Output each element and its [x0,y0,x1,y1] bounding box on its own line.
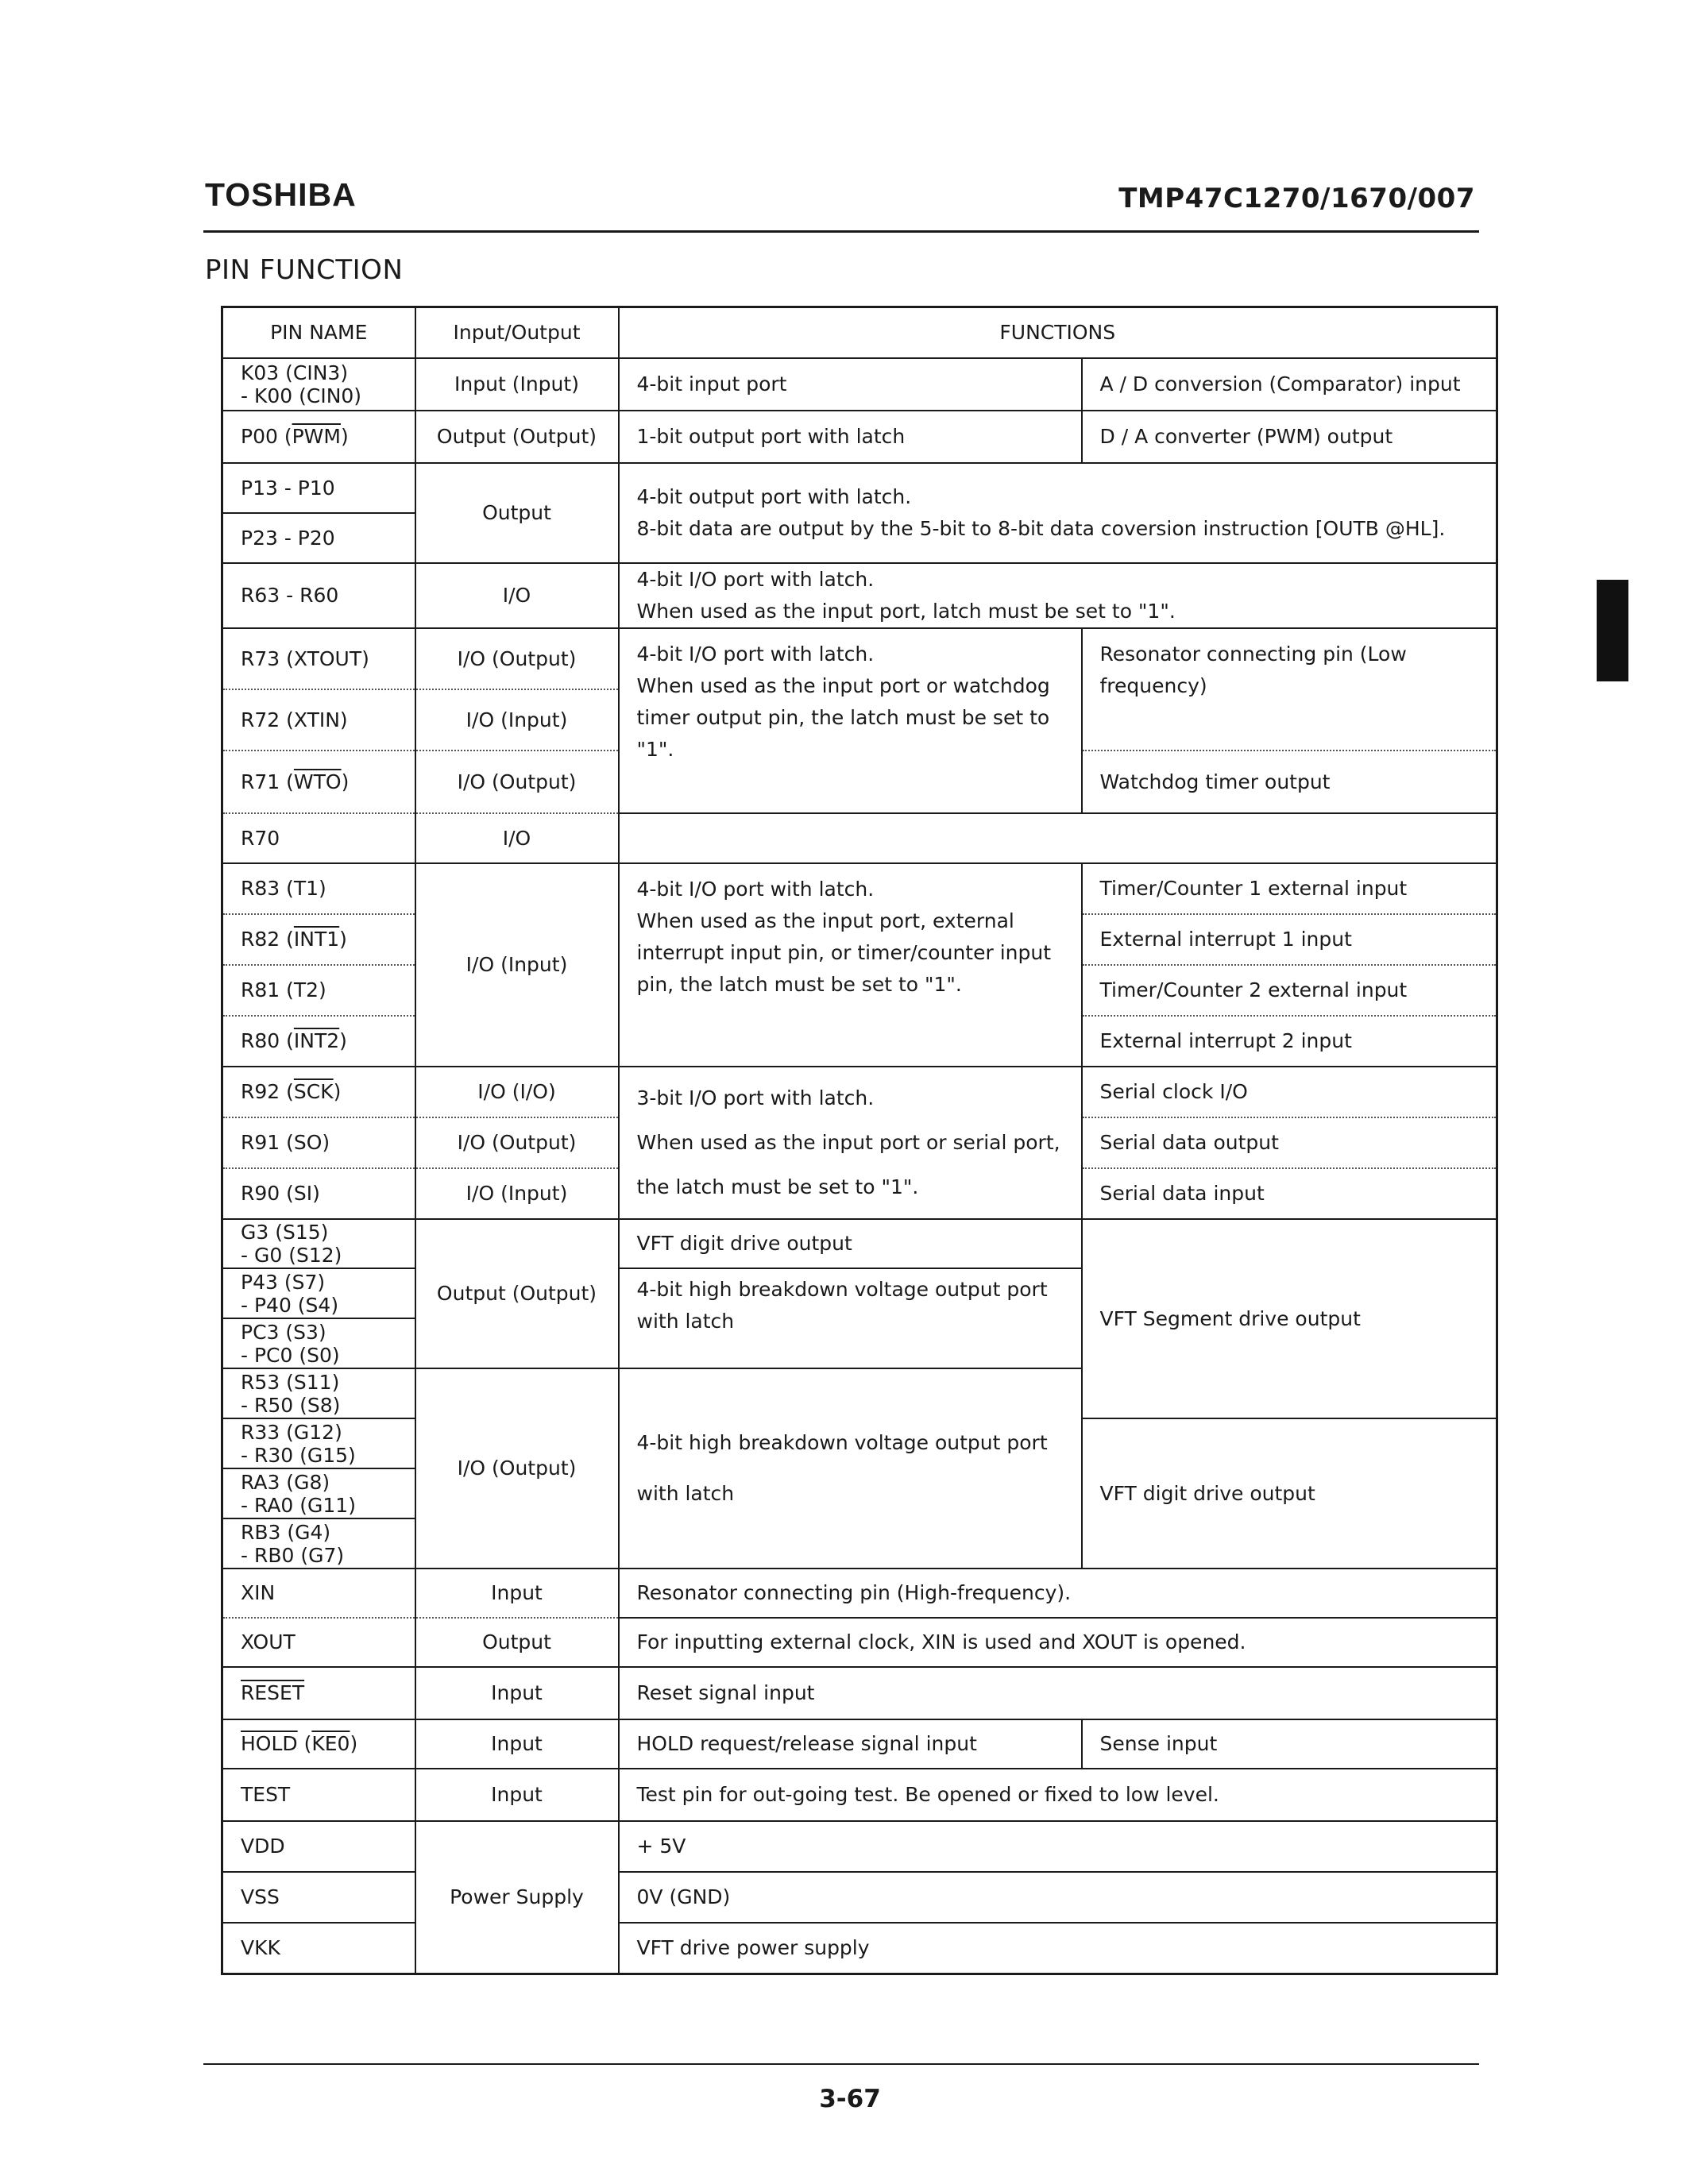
pin-name-rb: RB3 (G4) - RB0 (G7) [222,1518,415,1569]
section-tab-marker [1597,580,1628,681]
table-row [222,411,1497,463]
io-xout: Output [415,1618,619,1667]
pin-name-hold: HOLD (KE0) [222,1719,415,1769]
pin-name-pc: PC3 (S3) - PC0 (S0) [222,1318,415,1368]
table-row [222,1219,1497,1268]
function-r9: 3-bit I/O port with latch. When used as the input port or serial port, the latch must be set to "1". [619,1067,1082,1219]
pin-name-r70: R70 [222,813,415,863]
io-xin: Input [415,1569,619,1618]
function-vkk: VFT drive power supply [619,1923,1497,1974]
table-row [222,863,1497,914]
pin-name-xin: XIN [222,1569,415,1618]
table-header-row [222,307,1497,359]
pin-name-test: TEST [222,1769,415,1821]
pin-name-r71: R71 $(\overline{WTO})$ [222,751,415,813]
pin-name-vss: VSS [222,1872,415,1923]
io-r8: I/O (Input) [415,863,619,1067]
function-r8: 4-bit I/O port with latch. When used as the input port, external interrupt input pin, or timer/counter input pin, the latch must be set to "1". [619,863,1082,1067]
pin-name-r6: R63 - R60 [222,563,415,628]
function-r6: 4-bit I/O port with latch. When used as the input port, latch must be set to "1". [619,563,1497,628]
pin-name-p00: P00 $(\overline{PWM})$ [222,411,415,463]
function-vdd: + 5V [619,1821,1497,1872]
function-k: 4-bit input port [619,358,1082,411]
function-xout: For inputting external clock, XIN is used and XOUT is opened. [619,1618,1497,1667]
pin-name-r81: R81 (T2) [222,965,415,1016]
brand-logo: TOSHIBA [205,176,357,213]
header-divider [203,230,1479,233]
table-row [222,813,1497,863]
pin-name-p1: P13 - P10 [222,463,415,513]
pin-name-p2: P23 - P20 [222,513,415,563]
function-p00: 1-bit output port with latch [619,411,1082,463]
alt-function-r73-r72: Resonator connecting pin (Low frequency) [1082,628,1497,751]
table-row [222,1719,1497,1769]
io-r91: I/O (Output) [415,1117,619,1168]
io-r6: I/O [415,563,619,628]
function-r7: 4-bit I/O port with latch. When used as the input port or watchdog timer output pin, the latch must be set to "1". [619,628,1082,813]
header-input-output: Input/Output [415,307,619,359]
pin-name-r73: R73 (XTOUT) [222,628,415,689]
io-p1-p2: Output [415,463,619,563]
table-row [222,628,1497,689]
io-r72: I/O (Input) [415,689,619,751]
table-row [222,1821,1497,1872]
table-row [222,1923,1497,1974]
alt-function-k: A / D conversion (Comparator) input [1082,358,1497,411]
pin-function-table [221,306,1498,1975]
io-vft-io: I/O (Output) [415,1368,619,1569]
function-reset: Reset signal input [619,1667,1497,1719]
pin-name-g: G3 (S15) - G0 (S12) [222,1219,415,1268]
pin-name-r3: R33 (G12) - R30 (G15) [222,1418,415,1468]
table-row [222,1569,1497,1618]
pin-name-ra: RA3 (G8) - RA0 (G11) [222,1468,415,1518]
pin-name-r92: R92 $(\overline{SCK})$ [222,1067,415,1117]
function-vft-digit: VFT digit drive output [619,1219,1082,1268]
part-number: TMP47C1270/1670/007 [1118,183,1475,214]
section-title: PIN FUNCTION [205,254,404,286]
function-vft-hv2: 4-bit high breakdown voltage output port with latch [619,1368,1082,1569]
table-row [222,1667,1497,1719]
alt-function-vft-segment: VFT Segment drive output [1082,1219,1497,1418]
io-hold: Input [415,1719,619,1769]
table-row [222,1872,1497,1923]
alt-function-p00: D / A converter (PWM) output [1082,411,1497,463]
pin-name-r82: R82 (INT1) [222,914,415,965]
alt-function-r92: Serial clock I/O [1082,1067,1497,1117]
footer-divider [203,2063,1479,2065]
io-r73: I/O (Output) [415,628,619,689]
pin-name-r91: R91 (SO) [222,1117,415,1168]
function-test: Test pin for out-going test. Be opened or fixed to low level. [619,1769,1497,1821]
table-row [222,563,1497,628]
alt-function-r83: Timer/Counter 1 external input [1082,863,1497,914]
alt-function-r82: External interrupt 1 input [1082,914,1497,965]
pin-name-vdd: VDD [222,1821,415,1872]
alt-function-r80: External interrupt 2 input [1082,1016,1497,1067]
io-test: Input [415,1769,619,1821]
io-r70: I/O [415,813,619,863]
io-r90: I/O (Input) [415,1168,619,1219]
pin-name-r90: R90 (SI) [222,1168,415,1219]
pin-name-p4: P43 (S7) - P40 (S4) [222,1268,415,1318]
table-row [222,358,1497,411]
table-row [222,1769,1497,1821]
pin-name-r83: R83 (T1) [222,863,415,914]
io-k: Input (Input) [415,358,619,411]
alt-function-hold: Sense input [1082,1719,1497,1769]
alt-function-vft-digit: VFT digit drive output [1082,1418,1497,1569]
pin-name-r5: R53 (S11) - R50 (S8) [222,1368,415,1418]
pin-name-vkk: VKK [222,1923,415,1974]
pin-name-k: K03 (CIN3) - K00 (CIN0) [222,358,415,411]
pin-name-r80: R80 (INT2) [222,1016,415,1067]
function-vss: 0V (GND) [619,1872,1497,1923]
table-row [222,463,1497,513]
function-r70-empty [619,813,1497,863]
table-row [222,1618,1497,1667]
function-xin: Resonator connecting pin (High-frequency). [619,1569,1497,1618]
pin-name-reset: RESET [222,1667,415,1719]
alt-function-r90: Serial data input [1082,1168,1497,1219]
io-reset: Input [415,1667,619,1719]
io-vft-output: Output (Output) [415,1219,619,1368]
pin-name-r72: R72 (XTIN) [222,689,415,751]
alt-function-r91: Serial data output [1082,1117,1497,1168]
header-pin-name: PIN NAME [222,307,415,359]
alt-function-r81: Timer/Counter 2 external input [1082,965,1497,1016]
io-r71: I/O (Output) [415,751,619,813]
io-power: Power Supply [415,1821,619,1974]
io-r92: I/O (I/O) [415,1067,619,1117]
function-p1-p2: 4-bit output port with latch. 8-bit data are output by the 5-bit to 8-bit data coversion instruction [OUTB @HL]. [619,463,1497,563]
pin-name-xout: XOUT [222,1618,415,1667]
io-p00: Output (Output) [415,411,619,463]
function-vft-hv1: 4-bit high breakdown voltage output port with latch [619,1268,1082,1368]
table-row [222,1067,1497,1117]
header-functions: FUNCTIONS [619,307,1497,359]
page-number: 3-67 [819,2085,881,2113]
alt-function-r71: Watchdog timer output [1082,751,1497,813]
function-hold: HOLD request/release signal input [619,1719,1082,1769]
